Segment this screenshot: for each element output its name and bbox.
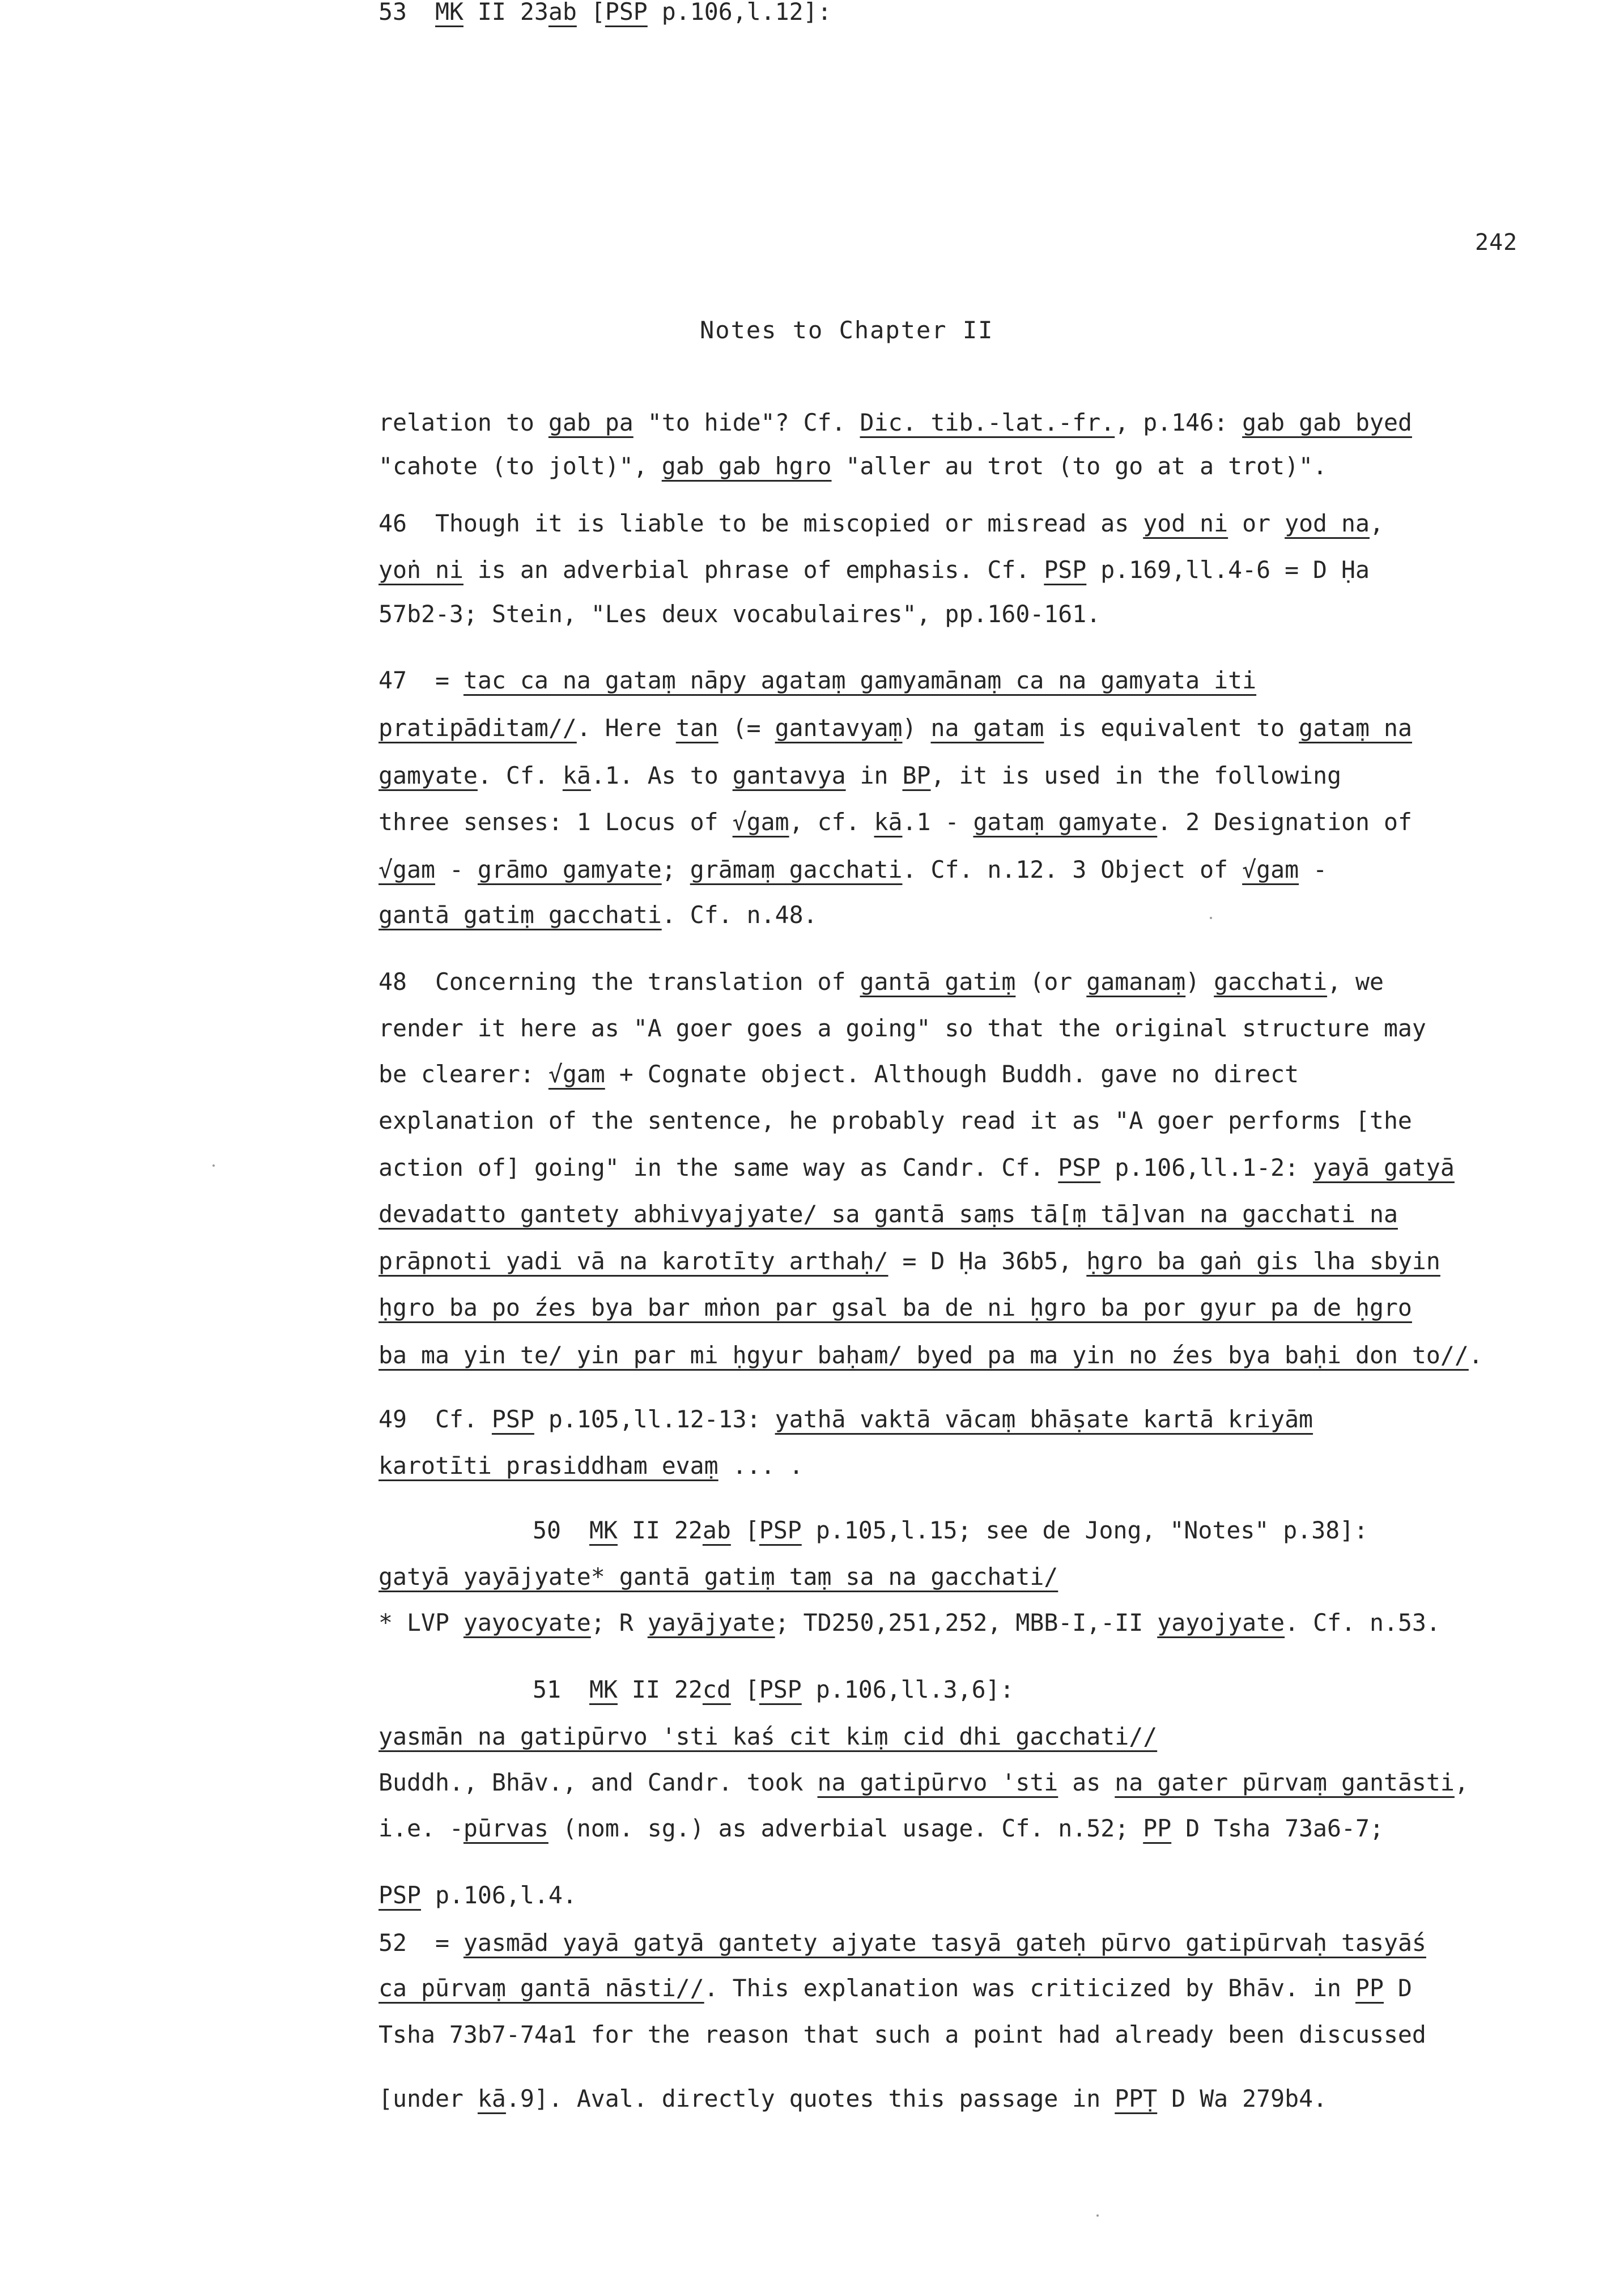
text-run: D Wa 279b4.: [1157, 2085, 1328, 2112]
text-run: ;: [661, 856, 690, 883]
underlined-term: gataṃ na: [1299, 714, 1412, 742]
text-run: 49 Cf.: [379, 1405, 492, 1433]
underlined-term: kā: [874, 808, 903, 836]
text-run: p.169,ll.4-6 = D Ḥa: [1086, 556, 1370, 584]
text-line: [379, 903, 818, 927]
text-run: (=: [718, 714, 775, 742]
text-run: (or: [1015, 968, 1087, 996]
text-line: [379, 1565, 1058, 1589]
underlined-term: gab pa: [548, 409, 634, 436]
text-line: [379, 602, 1100, 626]
text-run: 57b2-3; Stein, "Les deux vocabulaires", pp.160-161.: [379, 600, 1101, 628]
underlined-term: ḥgro ba po źes bya bar mṅon par gsal ba de ni ḥgro ba por gyur pa de ḥgro: [379, 1294, 1412, 1321]
text-run: .: [1468, 1341, 1483, 1369]
underlined-term: gantavya: [732, 762, 846, 789]
underlined-term: yod ni: [1143, 509, 1228, 537]
underlined-term: √gam: [548, 1060, 605, 1088]
underlined-term: devadatto gantety abhivyajyate/ sa gantā saṃs tā[ṃ tā]van na gacchati na: [379, 1200, 1398, 1228]
text-run: 51: [533, 1676, 589, 1703]
text-line: [379, 1156, 1455, 1180]
text-run: 50: [533, 1516, 589, 1544]
underlined-term: gamyate: [379, 762, 478, 789]
text-run: 52 =: [379, 1929, 464, 1957]
underlined-term: √gam: [379, 856, 435, 883]
underlined-term: PSP: [491, 1405, 534, 1433]
text-run: . This explanation was criticized by Bhāv. in: [704, 1974, 1355, 2002]
underlined-term: gab gab byed: [1242, 409, 1412, 436]
text-run: D Tsha 73a6-7;: [1171, 1814, 1384, 1842]
text-run: , it is used in the following: [930, 762, 1342, 789]
text-line: [379, 1249, 1440, 1273]
underlined-term: PP: [1355, 1974, 1384, 2002]
underlined-term: na gatipūrvo 'sti: [817, 1768, 1058, 1796]
text-run: relation to: [379, 409, 549, 436]
underlined-term: BP: [902, 762, 931, 789]
text-run: Tsha 73b7-74a1 for the reason that such a point had already been discussed: [379, 2021, 1426, 2048]
text-line: [379, 1768, 1469, 1796]
text-run: is an adverbial phrase of emphasis. Cf.: [463, 556, 1044, 584]
text-run: p.105,ll.12-13:: [534, 1405, 775, 1433]
text-line: [379, 1976, 1412, 2000]
text-line: [379, 1814, 1384, 1842]
text-run: p.106,ll.3,6]:: [801, 1676, 1014, 1703]
text-run: "cahote (to jolt)",: [379, 452, 662, 480]
underlined-term: pratipāditam//: [379, 714, 577, 742]
underlined-term: PPṬ: [1115, 2085, 1158, 2112]
text-run: as: [1058, 1768, 1115, 1796]
underlined-term: gantā gatiṃ gacchati: [379, 901, 662, 929]
text-run: "to hide"? Cf.: [633, 409, 860, 436]
text-run: Buddh., Bhāv., and Candr. took: [379, 1768, 818, 1796]
text-run: II 23: [463, 0, 549, 25]
underlined-term: PSP: [1044, 556, 1087, 584]
underlined-term: gantā gatiṃ: [860, 968, 1016, 996]
text-line: [379, 1931, 1426, 1955]
text-run: ; R: [590, 1609, 648, 1636]
underlined-term: tan: [675, 714, 719, 742]
text-run: . Cf.: [477, 762, 563, 789]
text-line: [379, 1454, 804, 1478]
underlined-term: gacchati: [1214, 968, 1328, 996]
text-run: render it here as "A goer goes a going" so that the original structure may: [379, 1014, 1426, 1042]
underlined-term: yasmād yayā gatyā gantety ajyate tasyā gateḥ pūrvo gatipūrvaḥ tasyāś: [463, 1929, 1426, 1957]
underlined-term: √gam: [1242, 856, 1299, 883]
text-run: -: [435, 856, 478, 883]
text-run: ... .: [718, 1452, 804, 1479]
text-line: [379, 2087, 1327, 2111]
text-run: three senses: 1 Locus of: [379, 808, 733, 836]
text-line: [379, 764, 1341, 788]
underlined-term: gatyā yayājyate* gantā gatiṃ taṃ sa na gacchati/: [379, 1563, 1058, 1591]
underlined-term: MK: [589, 1676, 618, 1703]
text-run: * LVP: [379, 1609, 464, 1636]
text-run: = D Ḥa 36b5,: [888, 1247, 1087, 1275]
underlined-term: PP: [1143, 1814, 1172, 1842]
underlined-term: yayocyate: [463, 1609, 591, 1636]
underlined-term: √gam: [732, 808, 789, 836]
underlined-term: na gatam: [930, 714, 1044, 742]
underlined-term: grāmaṃ gacchati: [690, 856, 903, 883]
text-run: .1. As to: [590, 762, 733, 789]
underlined-term: ab: [548, 0, 577, 25]
text-run: ; TD250,251,252, MBB-I,-II: [775, 1609, 1158, 1636]
underlined-term: gataṃ gamyate: [973, 808, 1158, 836]
underlined-term: kā: [562, 762, 591, 789]
text-run: + Cognate object. Although Buddh. gave no direct: [605, 1060, 1299, 1088]
text-line: [379, 1343, 1483, 1367]
underlined-term: gamanaṃ: [1086, 968, 1186, 996]
text-run: (nom. sg.) as adverbial usage. Cf. n.52;: [548, 1814, 1143, 1842]
underlined-term: grāmo gamyate: [477, 856, 662, 883]
text-line: [379, 1611, 1440, 1635]
text-run: -: [1299, 856, 1328, 883]
text-line: [379, 1014, 1426, 1042]
text-run: 48 Concerning the translation of: [379, 968, 860, 996]
text-line: [379, 454, 1327, 478]
text-line: [379, 558, 1370, 582]
text-line: [379, 666, 1257, 694]
text-run: , we: [1327, 968, 1384, 996]
underlined-term: yoṅ ni: [379, 556, 464, 584]
text-run: [: [576, 0, 605, 25]
text-line: [379, 810, 1412, 834]
text-line: [379, 1109, 1412, 1133]
text-run: . Cf. n.48.: [661, 901, 818, 929]
text-run: p.106,l.12]:: [647, 0, 832, 25]
text-run: is equivalent to: [1044, 714, 1299, 742]
text-line: [379, 1296, 1412, 1320]
text-run: . Here: [576, 714, 676, 742]
underlined-term: tac ca na gataṃ nāpy agataṃ gamyamānaṃ ca na gamyata iti: [463, 666, 1257, 694]
underlined-term: yathā vaktā vācaṃ bhāṣate kartā kriyām: [775, 1405, 1313, 1433]
text-line: [379, 411, 1412, 435]
underlined-term: MK: [435, 0, 464, 25]
underlined-term: yasmān na gatipūrvo 'sti kaś cit kiṃ cid dhi gacchati//: [379, 1723, 1158, 1750]
text-run: or: [1228, 509, 1285, 537]
underlined-term: gab gab hgro: [661, 452, 832, 480]
text-run: in: [845, 762, 903, 789]
underlined-term: yayā gatyā: [1313, 1154, 1455, 1181]
text-run: D: [1383, 1974, 1412, 2002]
underlined-term: pūrvas: [463, 1814, 549, 1842]
text-run: II 22: [617, 1516, 703, 1544]
text-run: p.106,l.4.: [420, 1881, 577, 1909]
underlined-term: ba ma yin te/ yin par mi ḥgyur baḥam/ byed pa ma yin no źes bya baḥi don to//: [379, 1341, 1469, 1369]
underlined-term: PSP: [759, 1676, 802, 1703]
text-run: , cf.: [789, 808, 874, 836]
underlined-term: yod na: [1285, 509, 1370, 537]
text-line: [533, 1516, 1368, 1544]
text-line: [379, 970, 1384, 994]
underlined-term: gantavyaṃ: [775, 714, 903, 742]
text-run: .1 -: [902, 808, 973, 836]
text-run: p.106,ll.1-2:: [1100, 1154, 1313, 1181]
text-run: .9]. Aval. directly quotes this passage in: [505, 2085, 1115, 2112]
text-run: . Cf. n.12. 3 Object of: [902, 856, 1243, 883]
underlined-term: PSP: [1058, 1154, 1101, 1181]
text-run: i.e. -: [379, 1814, 464, 1842]
underlined-term: MK: [589, 1516, 618, 1544]
underlined-term: Dic. tib.-lat.-fr.: [860, 409, 1115, 436]
text-run: 46 Though it is liable to be miscopied or misread as: [379, 509, 1143, 537]
text-run: [: [730, 1516, 759, 1544]
text-line: [379, 1725, 1157, 1749]
underlined-term: na gater pūrvaṃ gantāsti: [1115, 1768, 1455, 1796]
underlined-term: kā: [477, 2085, 506, 2112]
underlined-term: ca pūrvaṃ gantā nāsti//: [379, 1974, 704, 2002]
text-run: [: [730, 1676, 759, 1703]
text-line: [379, 509, 1384, 537]
text-run: . 2 Designation of: [1157, 808, 1412, 836]
text-line: [379, 2023, 1426, 2047]
underlined-term: cd: [702, 1676, 731, 1703]
text-run: ): [1185, 968, 1214, 996]
text-run: ,: [1454, 1768, 1469, 1796]
text-run: action of] going" in the same way as Candr. Cf.: [379, 1154, 1058, 1181]
scan-speck: [1096, 2214, 1099, 2217]
text-line: [379, 858, 1327, 882]
text-run: p.105,l.15; see de Jong, "Notes" p.38]:: [801, 1516, 1368, 1544]
scan-speck: [212, 1164, 215, 1167]
underlined-term: karotīti prasiddham evaṃ: [379, 1452, 719, 1479]
text-run: "aller au trot (to go at a trot)".: [831, 452, 1328, 480]
underlined-term: prāpnoti yadi vā na karotīty arthaḥ/: [379, 1247, 888, 1275]
page-number: 242: [1475, 229, 1518, 256]
text-run: 47 =: [379, 666, 464, 694]
text-line: [379, 1883, 577, 1907]
text-run: . Cf. n.53.: [1285, 1609, 1440, 1636]
text-line: [533, 1678, 1014, 1702]
underlined-term: PSP: [379, 1881, 421, 1909]
underlined-term: yayojyate: [1157, 1609, 1285, 1636]
text-line: [379, 0, 832, 24]
text-run: ,: [1370, 509, 1384, 537]
page-title: Notes to Chapter II: [700, 316, 994, 344]
scan-speck: [1210, 917, 1212, 919]
text-run: 53: [379, 0, 435, 25]
text-run: be clearer:: [379, 1060, 549, 1088]
text-line: [379, 716, 1412, 740]
underlined-term: PSP: [605, 0, 648, 25]
underlined-term: ḥgro ba gaṅ gis lha sbyin: [1086, 1247, 1440, 1275]
text-run: II 22: [617, 1676, 703, 1703]
text-run: [under: [379, 2085, 478, 2112]
text-run: , p.146:: [1115, 409, 1243, 436]
text-run: ): [902, 714, 931, 742]
text-line: [379, 1062, 1299, 1086]
text-line: [379, 1202, 1398, 1226]
underlined-term: yayājyate: [647, 1609, 775, 1636]
text-line: [379, 1405, 1313, 1433]
text-run: explanation of the sentence, he probably read it as "A goer performs [the: [379, 1107, 1412, 1134]
underlined-term: PSP: [759, 1516, 802, 1544]
underlined-term: ab: [702, 1516, 731, 1544]
